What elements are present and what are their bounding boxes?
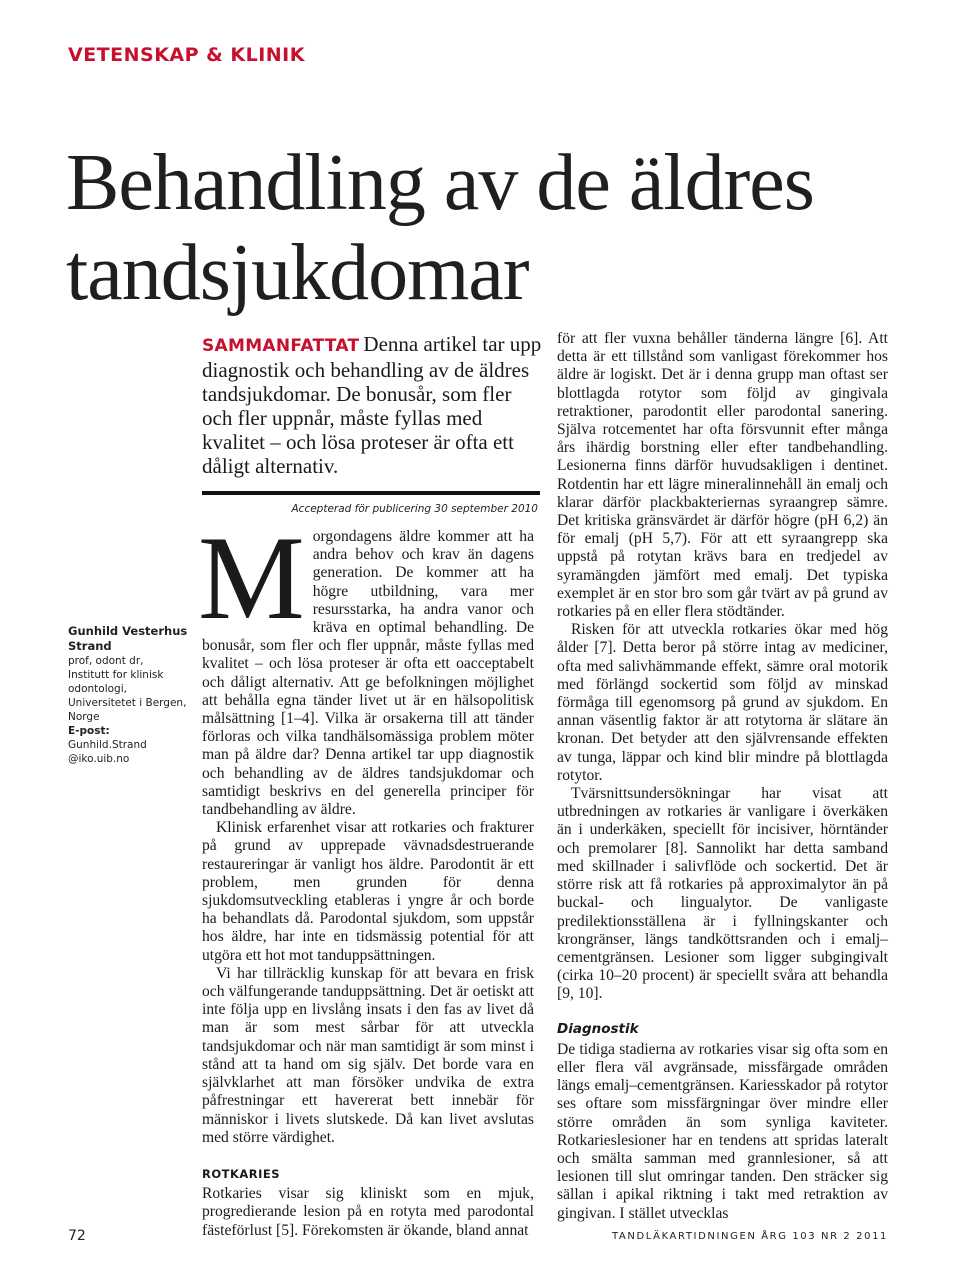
author-info xyxy=(68,624,188,766)
article-title: Behandling av de äldres tandsjukdomar xyxy=(66,139,814,317)
accepted-date: Accepterad för publicering 30 september 2010 xyxy=(291,503,538,515)
paragraph: Tvärsnittsundersökningar har visat att utbredningen av rotkaries är vanligare i överkäken än i underkäken, speciellt för incisiver, hörntänder och premolarer [8]. Sannolikt har detta samband med skillnader i salivflöde och sockertid. Det är större risk att få rotkaries på approximalytor än på buckal- och lingualytor. De vanligaste predilektionsställena är i fyllningskanter och krongränser, längs tandköttsranden och i emalj–cementgränsen. Lesioner som ligger subgingivalt (cirka 10–20 procent) är speciellt svåra att behandla [9, 10]. xyxy=(557,785,888,1003)
summary-label: SAMMANFATTAT xyxy=(202,336,360,356)
intro-paragraph xyxy=(198,511,534,819)
drop-cap: M xyxy=(198,511,305,644)
paragraph: för att fler vuxna behåller tänderna längre [6]. Att detta är ett tillstånd som vanligast förekommer hos äldre är logiskt. Det är i denna grupp man oftast ser blottlagda rotytor som följd av gingivala retraktioner, parodontit eller parodontal sanering. Själva rotcementet har ofta försvunnit efter många års ihärdig borstning eller efter tandbehandling. Lesionerna finns därför huvudsakligen i dentinet. Rotdentin har ett lägre mineralinnehåll än emalj och klarar därför plackbakteriernas syraangrep sämre. Det kritiska gränsvärdet är därför högre (pH 6,2) än för emalj (pH 5,7). För att ett syraangrepp ska uppstå på rotytan krävs bara en tredjedel av syramängden jämfört med emalj. Det typiska exemplet är en stor bro som går tvärt av på grund av rotkaries på en eller flera stödtänder. xyxy=(557,330,888,621)
paragraph: Rotkaries visar sig kliniskt som en mjuk, progredierande lesion på en rotyta med parodontal fästeförlust [5]. Förekomsten är ökande, bland annat xyxy=(202,1185,534,1239)
author-email[interactable]: Gunhild.Strand @iko.uib.no xyxy=(68,739,147,765)
paragraph: Klinisk erfarenhet visar att rotkaries och frakturer på grund av upprepade vävnadsdestruerande restaureringar är vanligt hos äldre. Parodontit är ett problem, men grunden för denna sjukdomsutveckling etableras i yngre år och borde ha behandlats då. Parodontal sjukdom, som uppstår hos äldre, har inte en tidsmässig potential för att utgöra ett hot mot tanduppsättningen. xyxy=(202,819,534,964)
body-column-1 xyxy=(198,511,534,1240)
email-label: E-post: xyxy=(68,725,110,737)
paragraph-text: orgondagens äldre kommer att ha andra behov och krav än dagens generation. De kommer att ha högre utbildning, vara mer resursstarka, ha andra vanor och kräva en optimal behandling. De bonusår, som fler och fler uppnår, måste fyllas med kvalitet – och lösa proteser är ofta ett oacceptabelt och dåligt alternativ. Att ge befolkningen möjlighet att behålla egna tänder livet ut är en hälsopolitisk målsättning [1–4]. Vilka är orsakerna till att tänder förloras och vilka tandhälsomässiga problem möter man på äldre dar? Denna artikel tar upp diagnostik och behandling av de äldres tandsjukdomar och samtidigt beskrivs en del generella principer för tandbehandling av äldre. xyxy=(202,528,534,819)
author-affiliation: prof, odont dr, Institutt for klinisk odontologi, Universitetet i Bergen, Norge xyxy=(68,655,187,723)
divider-rule xyxy=(202,491,540,495)
summary xyxy=(202,332,542,478)
paragraph: De tidiga stadierna av rotkaries visar sig ofta som en eller flera väl avgränsade, missfärgade områden längs emalj–cementgränsen. Kariesskador på rotytor ses oftare som missfärgningar över mindre eller större områden än som synliga kaviteter. Rotkarieslesioner har en tendens att spridas lateralt och smälta samman med grannlesioner, så att lesionen till slut omringar tanden. Den sträcker sig sällan i apikal riktning i takt med retraktion av gingivan. I stället utvecklas xyxy=(557,1040,888,1222)
paragraph: Risken för att utveckla rotkaries ökar med hög ålder [7]. Detta beror på större intag av mediciner, ofta med salivhämmande effekt, sämre oral motorik med förlängd sockertid som följd av minskad förmåga till egenomsorg på grund av sjukdom. En annan väsentlig faktor är att rotytorna är slätare än kronan. Det betyder att den självrensande effekten av tunga, läppar och kind blir mindre på blottlagda rotytor. xyxy=(557,621,888,784)
section-label: VETENSKAP & KLINIK xyxy=(68,44,305,66)
author-name: Gunhild Vesterhus Strand xyxy=(68,624,188,653)
subhead-rotkaries: ROTKARIES xyxy=(202,1166,281,1181)
subhead-diagnostik: Diagnostik xyxy=(557,1020,639,1037)
journal-footer: TANDLÄKARTIDNINGEN ÅRG 103 NR 2 2011 xyxy=(611,1231,888,1242)
summary-text: Denna artikel tar upp diagnostik och behandling av de äldres tandsjukdomar. De bonusår, som fler och fler uppnår, måste fyllas med kvalitet – och lösa proteser är ofta ett dåligt alternativ. xyxy=(202,332,542,478)
paragraph: Vi har tillräcklig kunskap för att bevara en frisk och välfungerande tanduppsättning. Det är oetiskt att inte följa upp en livslång insats i den fas av livet då man är som mest sårbar för att utveckla tandsjukdomar och när man samtidigt är som minst i stånd att ta hand om sig själv. Det borde vara en självklarhet att man försöker undvika de extra påfrestningar ett havererat bett innebär för människor i livets slutskede. Då kan livet avslutas med större värdighet. xyxy=(202,964,534,1146)
page-number: 72 xyxy=(68,1228,86,1244)
body-column-2 xyxy=(557,330,888,1223)
